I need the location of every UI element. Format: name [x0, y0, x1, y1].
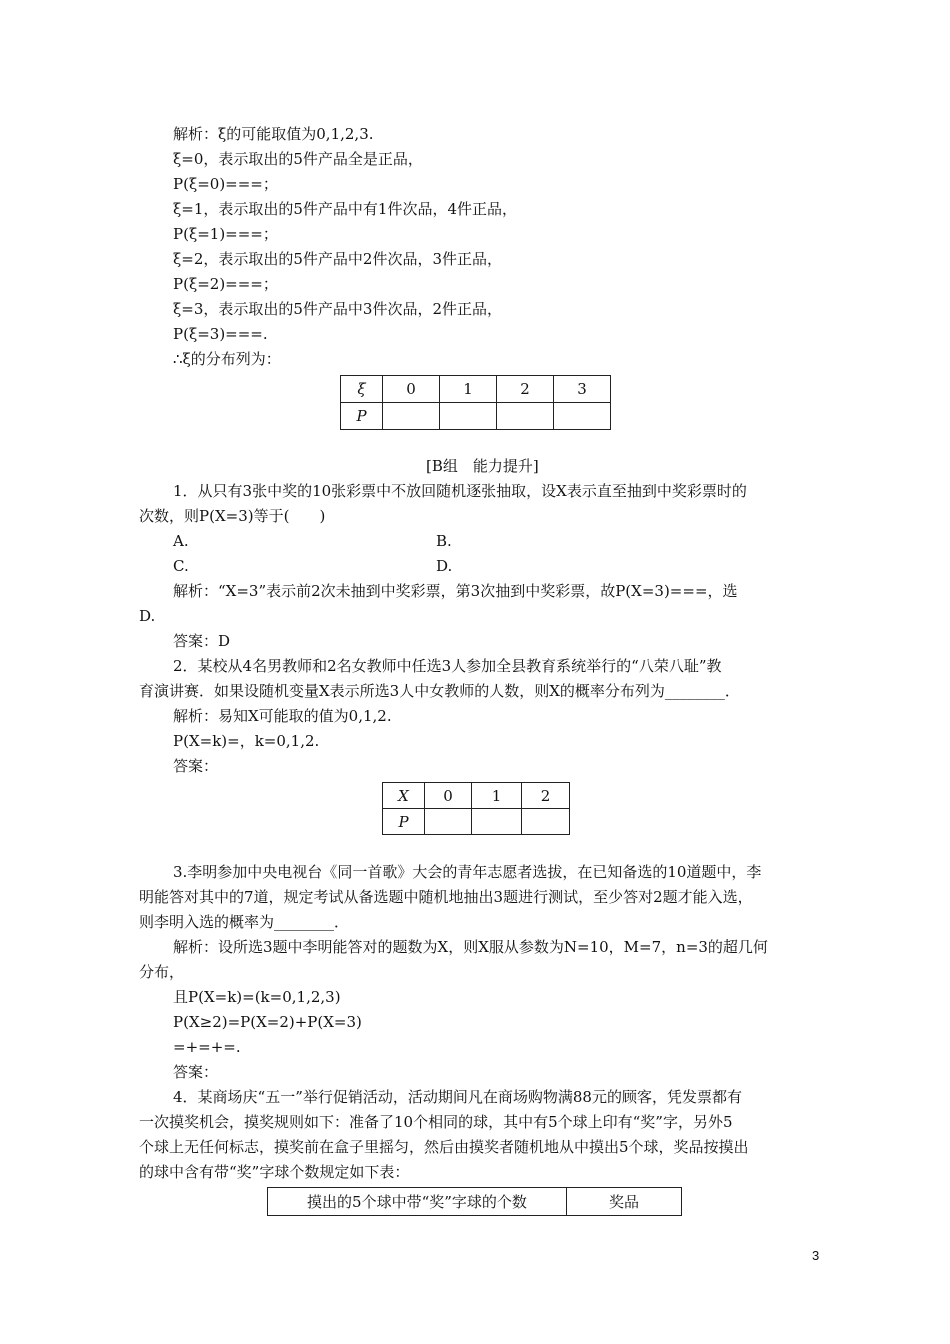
table-cell: 1: [440, 376, 497, 403]
solution-line: ξ=0，表示取出的5件产品全是正品，: [173, 150, 423, 168]
distribution-table-xi: [340, 375, 611, 430]
table-cell: [472, 809, 522, 835]
answer-line: 答案：D: [173, 632, 231, 650]
solution-line: 解析：“X=3”表示前2次未抽到中奖彩票，第3次抽到中奖彩票，故P(X=3)===，选: [173, 582, 738, 600]
solution-line: ξ=3，表示取出的5件产品中3件次品，2件正品，: [173, 300, 503, 318]
table-cell: X: [383, 783, 425, 809]
question-line: 1．从只有3张中奖的10张彩票中不放回随机逐张抽取，设X表示直至抽到中奖彩票时的: [173, 482, 747, 500]
table-cell: ξ: [341, 376, 383, 403]
answer-line: 答案：: [173, 757, 219, 775]
solution-line: P(ξ=3)===.: [173, 325, 268, 343]
prize-table: [267, 1187, 682, 1216]
section-heading: [B组 能力提升]: [426, 457, 539, 475]
solution-line: 分布，: [139, 963, 185, 981]
table-cell: P: [383, 809, 425, 835]
distribution-table-x: [382, 782, 570, 835]
question-line: 明能答对其中的7道，规定考试从备选题中随机地抽出3题进行测试，至少答对2题才能入选，: [139, 888, 753, 906]
page-number: 3: [812, 1248, 820, 1263]
solution-line: P(X≥2)=P(X=2)+P(X=3): [173, 1013, 362, 1031]
solution-line: P(ξ=1)===；: [173, 225, 278, 243]
solution-line: 且P(X=k)=(k=0,1,2,3): [173, 988, 341, 1006]
table-cell: 0: [425, 783, 472, 809]
table-cell: 1: [472, 783, 522, 809]
table-header-cell: 摸出的5个球中带“奖”字球的个数: [268, 1188, 567, 1216]
option-b: B.: [436, 532, 452, 550]
option-a: A.: [173, 532, 189, 550]
solution-line: 解析：ξ的可能取值为0,1,2,3.: [173, 125, 374, 143]
table-cell: [497, 403, 554, 430]
table-cell: P: [341, 403, 383, 430]
option-c: C.: [173, 557, 189, 575]
question-line: 次数，则P(X=3)等于( ): [139, 507, 326, 525]
table-cell: [383, 403, 440, 430]
question-line: 4．某商场庆“五一”举行促销活动，活动期间凡在商场购物满88元的顾客，凭发票都有: [173, 1088, 742, 1106]
solution-line: =+=+=.: [173, 1038, 241, 1056]
solution-line: P(X=k)=，k=0,1,2.: [173, 732, 320, 750]
solution-line: ∴ξ的分布列为：: [173, 350, 281, 368]
question-line: 育演讲赛．如果设随机变量X表示所选3人中女教师的人数，则X的概率分布列为________．: [139, 682, 740, 700]
solution-line: P(ξ=0)===；: [173, 175, 278, 193]
table-cell: 0: [383, 376, 440, 403]
table-cell: [440, 403, 497, 430]
question-line: 3.李明参加中央电视台《同一首歌》大会的青年志愿者选拔，在已知备选的10道题中，李: [173, 863, 762, 881]
solution-line: ξ=2，表示取出的5件产品中2件次品，3件正品，: [173, 250, 503, 268]
table-cell: [554, 403, 611, 430]
question-line: 则李明入选的概率为________．: [139, 913, 350, 931]
table-cell: [522, 809, 570, 835]
question-line: 2．某校从4名男教师和2名女教师中任选3人参加全县教育系统举行的“八荣八耻”教: [173, 657, 722, 675]
answer-line: 答案：: [173, 1063, 219, 1081]
option-d: D.: [436, 557, 453, 575]
table-header-cell: 奖品: [567, 1188, 682, 1216]
table-cell: 3: [554, 376, 611, 403]
question-line: 的球中含有带“奖”字球个数规定如下表：: [139, 1163, 410, 1181]
question-line: 个球上无任何标志，摸奖前在盒子里摇匀，然后由摸奖者随机地从中摸出5个球，奖品按摸出: [139, 1138, 749, 1156]
table-cell: 2: [522, 783, 570, 809]
solution-line: P(ξ=2)===；: [173, 275, 278, 293]
solution-line: 解析：设所选3题中李明能答对的题数为X，则X服从参数为N=10，M=7，n=3的超几何: [173, 938, 768, 956]
table-cell: [425, 809, 472, 835]
question-line: 一次摸奖机会，摸奖规则如下：准备了10个相同的球，其中有5个球上印有“奖”字，另外5: [139, 1113, 733, 1131]
solution-line: ξ=1，表示取出的5件产品中有1件次品，4件正品，: [173, 200, 518, 218]
solution-line: D.: [139, 607, 156, 625]
table-cell: 2: [497, 376, 554, 403]
solution-line: 解析：易知X可能取的值为0,1,2.: [173, 707, 392, 725]
